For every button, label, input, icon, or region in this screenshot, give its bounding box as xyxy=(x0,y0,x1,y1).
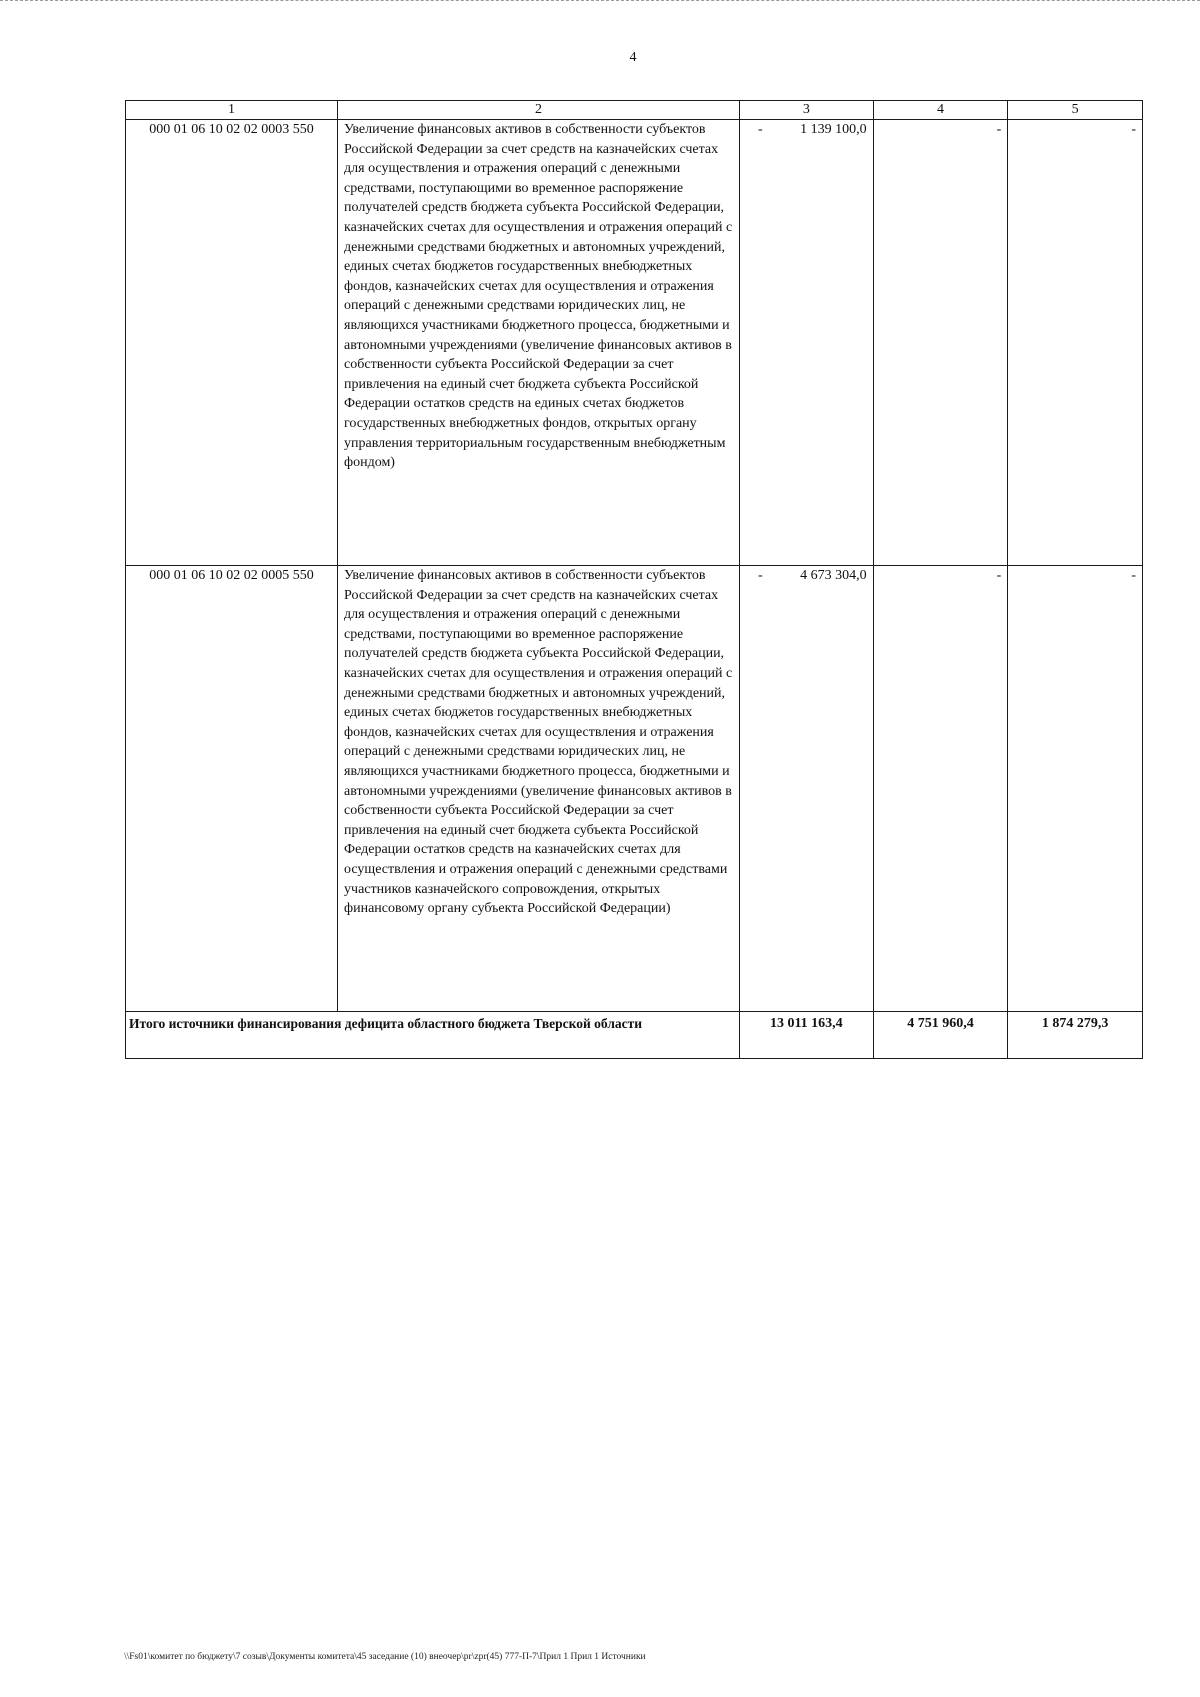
amount-cell-col3 xyxy=(740,120,874,566)
file-path-footer: \\Fs01\комитет по бюджету\7 созыв\Документы комитета\45 заседание (10) внеочер\pr\zpr(45) 777-П-7\Прил 1 Прил 1 Источники xyxy=(124,1652,646,1662)
page-number: 4 xyxy=(629,50,637,65)
amount-cell-col5: - xyxy=(1008,566,1143,1012)
column-header-4: 4 xyxy=(873,101,1008,120)
amount-cell-col4: - xyxy=(873,120,1008,566)
description-cell: Увеличение финансовых активов в собственности субъектов Российской Федерации за счет средств на казначейских счетах для осуществления и отражения операций с денежными средствами, поступающими во временное распоряжение получателей средств бюджета субъекта Российской Федерации, казначейских счетах для осуществления и отражения операций с денежными средствами бюджетных и автономных учреждений, единых счетах бюджетов государственных внебюджетных фондов, казначейских счетах для осуществления и отражения операций с денежными средствами юридических лиц, не являющихся участниками бюджетного процесса, бюджетными и автономными учреждениями (увеличение финансовых активов в собственности субъекта Российской Федерации за счет привлечения на единый счет бюджета субъекта Российской Федерации остатков средств на казначейских счетах для осуществления и отражения операций с денежными средствами участников казначейского сопровождения, открытых финансовому органу субъекта Российской Федерации) xyxy=(338,566,740,1012)
table-row xyxy=(126,566,1143,1012)
column-header-5: 5 xyxy=(1008,101,1143,120)
description-cell: Увеличение финансовых активов в собственности субъектов Российской Федерации за счет средств на казначейских счетах для осуществления и отражения операций с денежными средствами, поступающими во временное распоряжение получателей средств бюджета субъекта Российской Федерации, казначейских счетах для осуществления и отражения операций с денежными средствами бюджетных и автономных учреждений, единых счетах бюджетов государственных внебюджетных фондов, казначейских счетах для осуществления и отражения операций с денежными средствами юридических лиц, не являющихся участниками бюджетного процесса, бюджетными и автономными учреждениями (увеличение финансовых активов в собственности субъекта Российской Федерации за счет привлечения на единый счет бюджета субъекта Российской Федерации остатков средств на единых счетах бюджетов государственных внебюджетных фондов, открытых органу управления территориальным государственным внебюджетным фондом) xyxy=(338,120,740,566)
financing-sources-table xyxy=(125,100,1143,1059)
total-label: Итого источники финансирования дефицита областного бюджета Тверской области xyxy=(126,1012,740,1059)
minus-sign: - xyxy=(758,568,763,583)
amount-value: 4 673 304,0 xyxy=(800,568,867,583)
column-header-3: 3 xyxy=(740,101,874,120)
total-col5: 1 874 279,3 xyxy=(1008,1012,1143,1059)
total-col3: 13 011 163,4 xyxy=(740,1012,874,1059)
amount-cell-col3 xyxy=(740,566,874,1012)
column-header-2: 2 xyxy=(338,101,740,120)
amount-cell-col5: - xyxy=(1008,120,1143,566)
amount-cell-col4: - xyxy=(873,566,1008,1012)
table-header-row xyxy=(126,101,1143,120)
column-header-1: 1 xyxy=(126,101,338,120)
scan-edge xyxy=(0,0,1200,3)
total-col4: 4 751 960,4 xyxy=(873,1012,1008,1059)
amount-value: 1 139 100,0 xyxy=(800,122,867,137)
minus-sign: - xyxy=(758,122,763,137)
table-row xyxy=(126,120,1143,566)
total-row xyxy=(126,1012,1143,1059)
budget-code-cell: 000 01 06 10 02 02 0005 550 xyxy=(126,566,338,1012)
budget-code-cell: 000 01 06 10 02 02 0003 550 xyxy=(126,120,338,566)
